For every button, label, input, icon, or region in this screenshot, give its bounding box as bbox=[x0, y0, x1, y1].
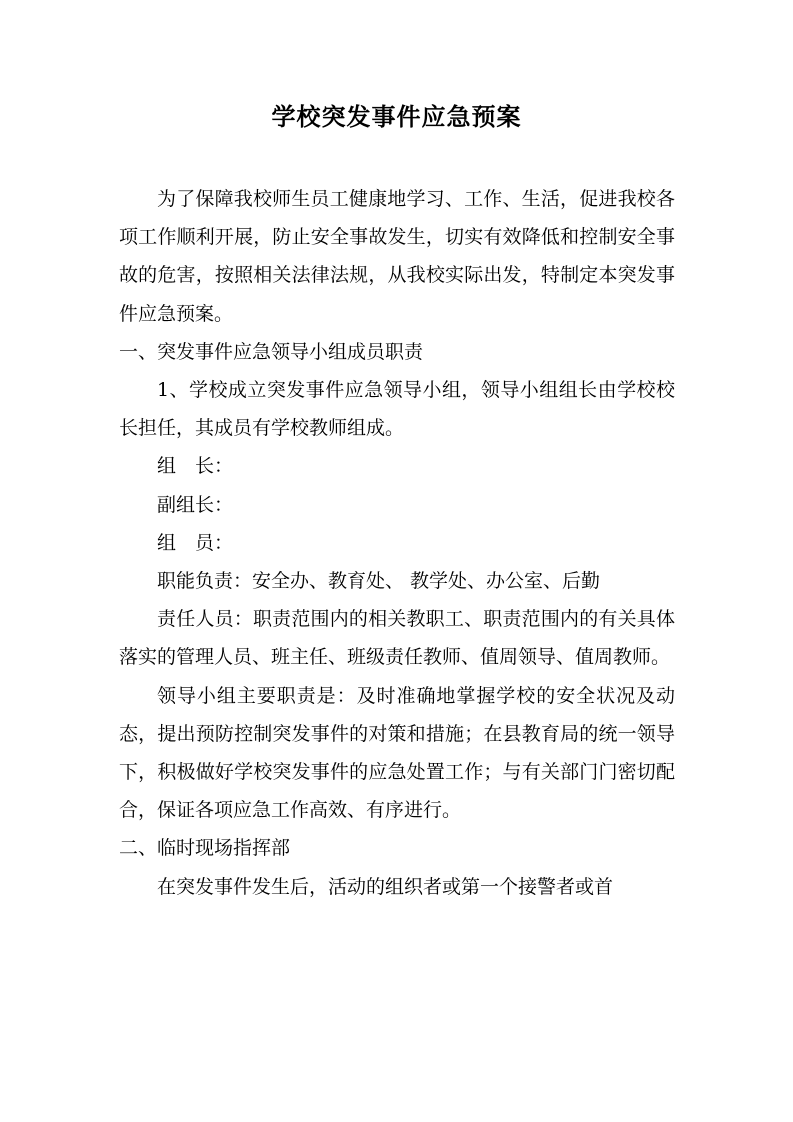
section2-paragraph: 在突发事件发生后，活动的组织者或第一个接警者或首 bbox=[157, 875, 614, 898]
section-heading-1: 一、突发事件应急领导小组成员职责 bbox=[119, 340, 424, 363]
responsible-paragraph: 责任人员：职责范围内的相关教职工、职责范围内的有关具体落实的管理人员、班主任、班级责任教师、值周领导、值周教师。 bbox=[119, 608, 675, 669]
document-title: 学校突发事件应急预案 bbox=[271, 102, 522, 131]
functions-line: 职能负责：安全办、教育处、 教学处、办公室、后勤 bbox=[157, 570, 601, 593]
section-heading-2: 二、临时现场指挥部 bbox=[119, 837, 291, 860]
paragraph-item-1: 1、学校成立突发事件应急领导小组，领导小组组长由学校校长担任，其成员有学校教师组成。 bbox=[119, 379, 675, 440]
intro-paragraph: 为了保障我校师生员工健康地学习、工作、生活，促进我校各项工作顺利开展，防止安全事故发生，切实有效降低和控制安全事故的危害，按照相关法律法规，从我校实际出发，特制定本突发事件应急预案。 bbox=[119, 188, 675, 325]
group-members-line: 组 员： bbox=[157, 531, 234, 554]
document-body bbox=[119, 180, 675, 906]
duties-paragraph: 领导小组主要职责是：及时准确地掌握学校的安全状况及动态，提出预防控制突发事件的对策和措施；在县教育局的统一领导下，积极做好学校突发事件的应急处置工作；与有关部门门密切配合，保证各项应急工作高效、有序进行。 bbox=[119, 684, 675, 822]
group-leader-line: 组 长： bbox=[157, 455, 234, 478]
deputy-leader-line: 副组长： bbox=[157, 493, 234, 516]
